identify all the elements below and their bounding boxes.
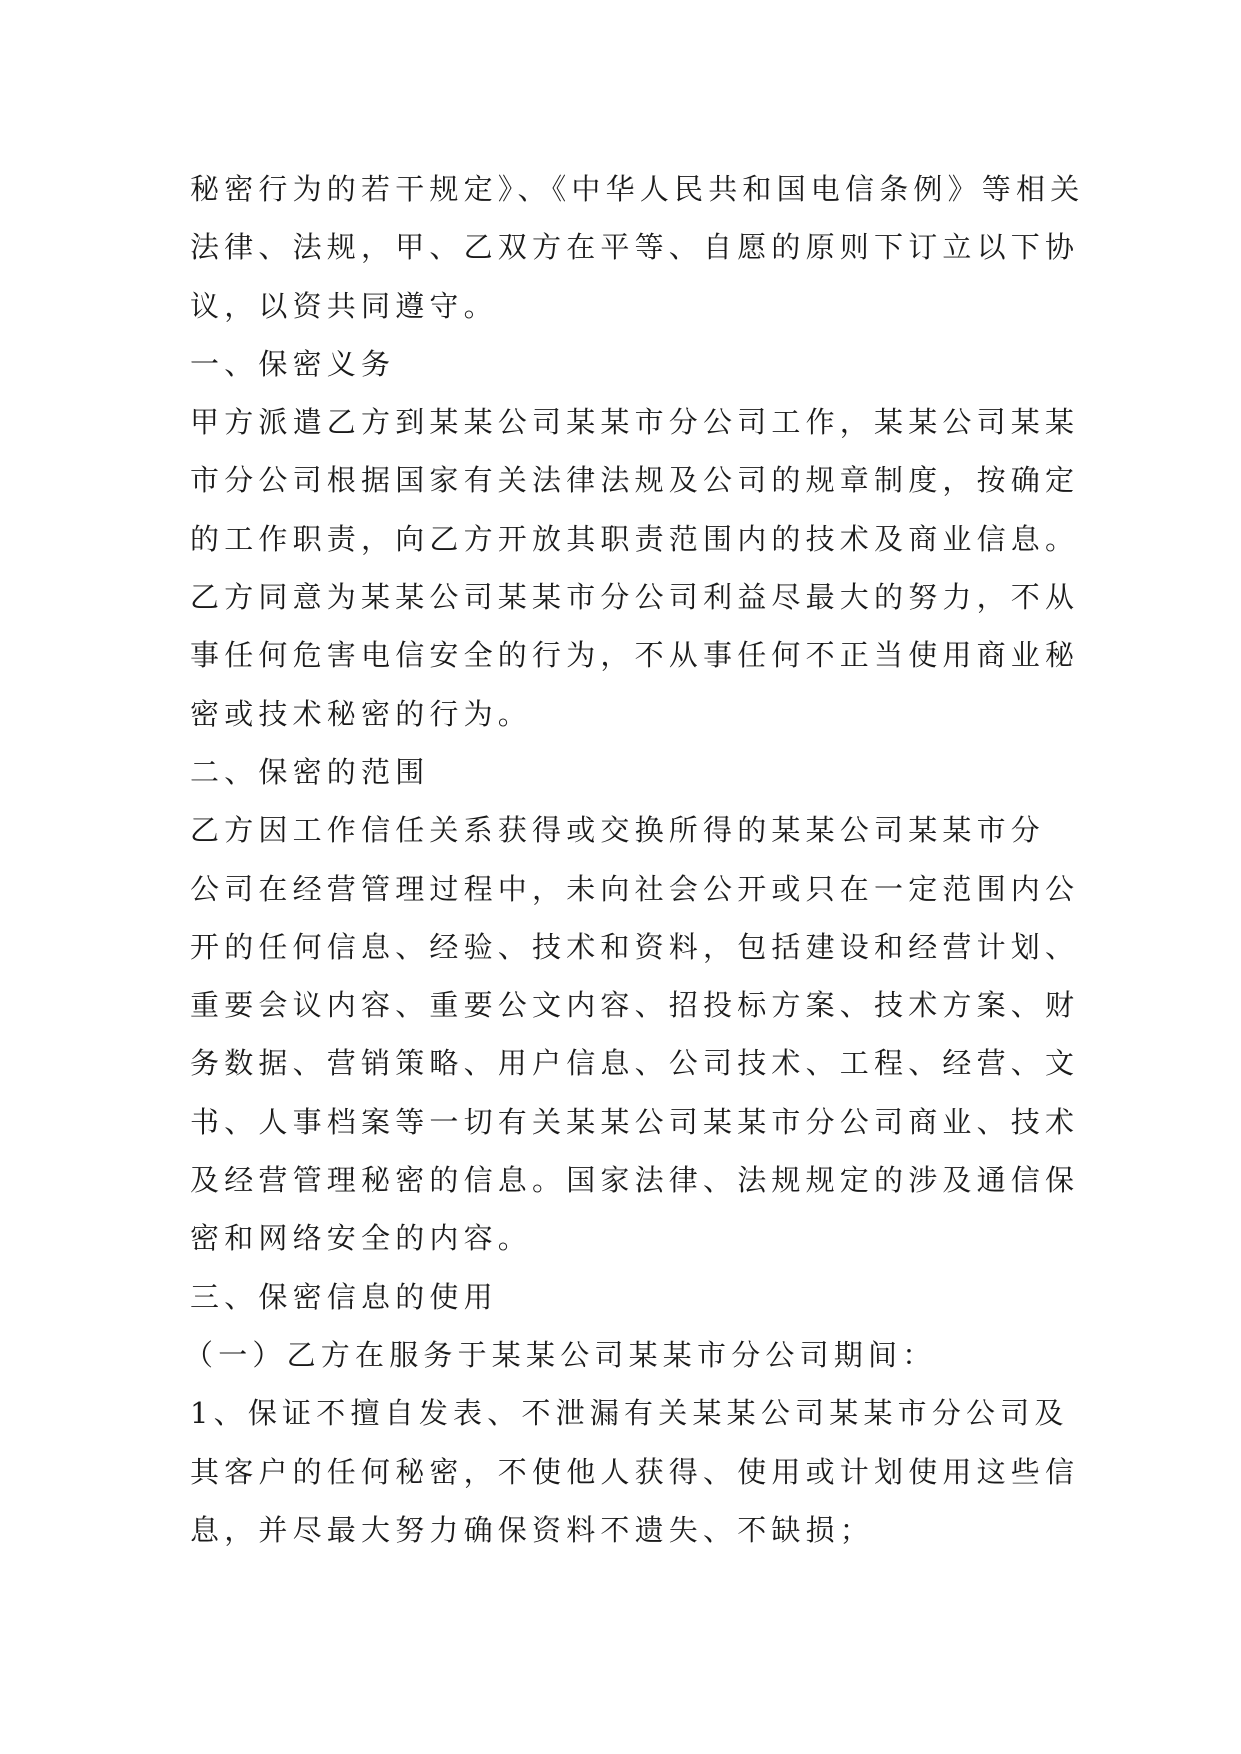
text-line: 事任何危害电信安全的行为，不从事任何不正当使用商业秘: [190, 638, 1080, 673]
text-line: 及经营管理秘密的信息。国家法律、法规规定的涉及通信保: [190, 1163, 1080, 1198]
text-line: 重要会议内容、重要公文内容、招投标方案、技术方案、财: [190, 988, 1080, 1023]
text-line: 的工作职责，向乙方开放其职责范围内的技术及商业信息。: [190, 521, 1080, 556]
text-line: 其客户的任何秘密，不使他人获得、使用或计划使用这些信: [190, 1454, 1080, 1489]
section-heading-confidentiality-obligation: 一、保密义务: [190, 346, 396, 381]
text-line: 息，并尽最大努力确保资料不遗失、不缺损；: [190, 1512, 875, 1547]
subsection-heading: （一）乙方在服务于某某公司某某市分公司期间：: [184, 1337, 937, 1372]
text-line: 务数据、营销策略、用户信息、公司技术、工程、经营、文: [190, 1046, 1080, 1081]
text-line: 书、人事档案等一切有关某某公司某某市分公司商业、技术: [190, 1104, 1080, 1139]
text-line: 密或技术秘密的行为。: [190, 696, 533, 731]
text-line: 乙方因工作信任关系获得或交换所得的某某公司某某市分: [190, 813, 1046, 848]
text-line: 1、保证不擅自发表、不泄漏有关某某公司某某市分公司及: [190, 1396, 1069, 1431]
document-body: [184, 160, 1085, 1559]
text-line: 秘密行为的若干规定》、《中华人民共和国电信条例》等相关: [190, 172, 1085, 206]
text-line: 公司在经营管理过程中，未向社会公开或只在一定范围内公: [190, 871, 1080, 906]
section-heading-confidential-info-use: 三、保密信息的使用: [190, 1279, 498, 1314]
text-line: 甲方派遣乙方到某某公司某某市分公司工作，某某公司某某: [190, 405, 1080, 440]
text-line: 开的任何信息、经验、技术和资料，包括建设和经营计划、: [190, 929, 1080, 964]
text-line: 市分公司根据国家有关法律法规及公司的规章制度，按确定: [190, 463, 1080, 498]
text-line: 议，以资共同遵守。: [190, 288, 498, 323]
text-line: 乙方同意为某某公司某某市分公司利益尽最大的努力，不从: [190, 580, 1080, 615]
text-line: 法律、法规，甲、乙双方在平等、自愿的原则下订立以下协: [190, 230, 1080, 265]
text-line: 密和网络安全的内容。: [190, 1221, 533, 1256]
section-heading-confidentiality-scope: 二、保密的范围: [190, 754, 430, 789]
